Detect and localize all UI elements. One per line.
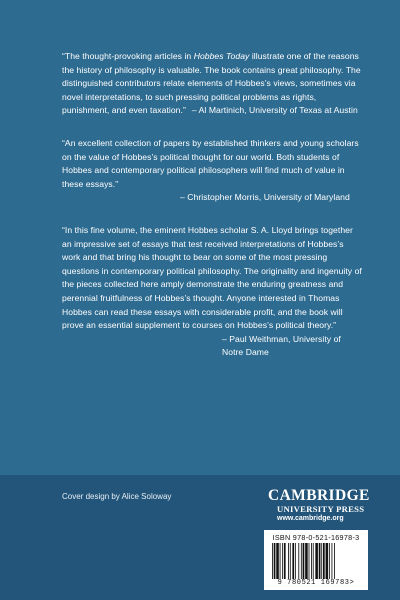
barcode-digits [268,579,364,587]
barcode-bars [268,543,364,579]
cover-credit: Cover design by Alice Soloway [62,492,172,501]
barcode-bar [274,543,276,579]
quote-text: “In this fine volume, the eminent Hobbes scholar S. A. Lloyd brings together an impressive set of essays that test received interpretations of Hobbes’s work and that bring his thought to bear on some of the most pressing questions in contemporary political philosophy. The originality and ingenuity of the pieces collected here amply demonstrate the enduring greatness and perennial fruitfulness of Hobbes’s thought. Anyone interested in Thomas Hobbes can read these essays with considerable profit, and the book will prove an essential supplement to courses on Hobbes’s political theory.” [62,224,362,331]
endorsements [62,50,362,379]
book-title: Hobbes Today [193,51,250,61]
barcode-bar [272,543,273,579]
barcode-bar [280,543,281,579]
barcode-bar [295,543,296,579]
barcode-bar [305,543,308,579]
barcode-bar [276,543,279,579]
barcode-bar [301,543,302,579]
barcode-bar [298,543,299,579]
barcode-number: 9 780521 169783 [277,579,350,587]
barcode-bar [292,543,294,579]
barcode-bar [329,543,330,579]
barcode-end-mark: > [349,579,355,587]
endorsement-weithman [62,224,362,360]
barcode-bar [321,543,322,579]
publisher-name: CAMBRIDGE [268,487,370,504]
quote-attribution: – Al Martinich, University of Texas at Austin [191,105,358,116]
barcode-bar [323,543,325,579]
barcode-bar [313,543,314,579]
endorsement-martinich [62,50,362,118]
publisher-url: www.cambridge.org [277,515,344,522]
publisher-press: UNIVERSITY PRESS [277,504,365,514]
barcode-bar [288,543,289,579]
barcode-bar [284,543,286,579]
barcode-bar [319,543,321,579]
quote-text-pre: “The thought-provoking articles in [62,51,194,61]
barcode-bar [290,543,291,579]
barcode-bar [309,543,310,579]
barcode-bar [282,543,283,579]
barcode-panel [264,530,368,590]
quote-text: “An excellent collection of papers by established thinkers and young scholars on the value of Hobbes’s political thought for our world. Both students of Hobbes and contemporary political philosophers will find much of value in these essays.” [62,137,359,189]
quote-text-post: illustrate one of the reasons the history of philosophy is valuable. The book contains great philosophy. The distinguished contributors relate elements of Hobbes’s views, sometimes via novel interpretations, to such pressing political problems as rights, punishment, and even taxation.” [62,51,361,116]
barcode-bar [334,543,335,579]
barcode-bar [332,543,333,579]
publisher-logo [268,488,368,524]
barcode-bar [303,543,305,579]
barcode-bar [326,543,329,579]
quote-attribution: – Paul Weithman, University of Notre Dame [222,333,341,358]
endorsement-morris [62,137,362,205]
barcode-bar [311,543,312,579]
quote-attribution: – Christopher Morris, University of Maryland [180,192,350,203]
isbn-label: ISBN 978-0-521-16978-3 [272,533,360,542]
barcode-bar [315,543,318,579]
